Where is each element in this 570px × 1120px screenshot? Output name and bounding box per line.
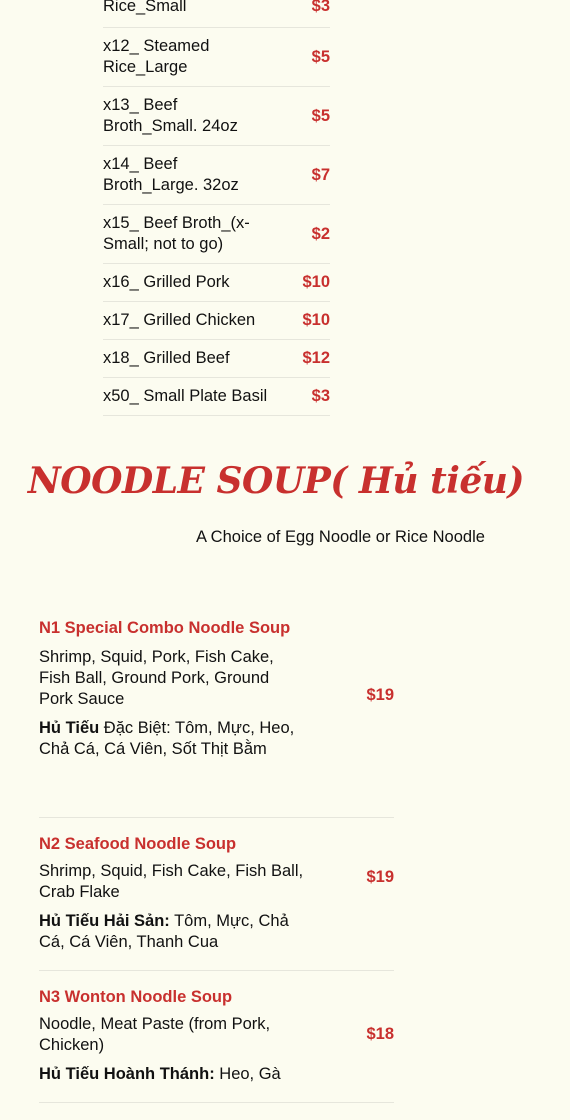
section-subtitle: A Choice of Egg Noodle or Rice Noodle	[196, 528, 485, 546]
item-name: N3 Wonton Noodle Soup	[39, 988, 233, 1006]
extra-price: $5	[311, 47, 330, 66]
item-vietnamese	[39, 911, 304, 953]
extra-name: x50_ Small Plate Basil	[103, 387, 268, 405]
extra-price: $3	[311, 387, 330, 405]
item-text	[39, 618, 304, 760]
menu-items	[39, 616, 394, 1103]
item-vietnamese-label: Hủ Tiếu Hải Sản:	[39, 912, 170, 930]
item-price: $19	[366, 868, 394, 886]
extra-price: $5	[311, 106, 330, 125]
item-vietnamese-desc: Heo, Gà	[214, 1065, 281, 1083]
item-description: Noodle, Meat Paste (from Pork, Chicken)	[39, 1015, 271, 1054]
extra-name: x14_ Beef Broth_Large. 32oz	[103, 155, 239, 194]
extra-price: $10	[302, 273, 330, 291]
item-name: N2 Seafood Noodle Soup	[39, 835, 237, 853]
item-text	[39, 987, 304, 1085]
item-vietnamese-desc: Tôm, Mực, Chả Cá, Cá Viên, Thanh Cua	[39, 912, 289, 951]
extra-row	[103, 340, 330, 378]
extra-row	[103, 28, 330, 87]
extra-price: $2	[311, 224, 330, 243]
extra-name: x18_ Grilled Beef	[103, 349, 230, 367]
item-price: $18	[366, 1025, 394, 1043]
extra-row	[103, 378, 330, 416]
extra-price: $7	[311, 165, 330, 184]
extra-row	[103, 0, 330, 28]
extra-name: x13_ Beef Broth_Small. 24oz	[103, 96, 238, 135]
item-price: $19	[366, 686, 394, 704]
extra-price: $3	[311, 0, 330, 15]
item-vietnamese-label: Hủ Tiếu Hoành Thánh:	[39, 1065, 215, 1083]
item-text	[39, 834, 304, 953]
extra-price: $12	[302, 349, 330, 367]
item-name: N1 Special Combo Noodle Soup	[39, 619, 291, 637]
extra-row	[103, 87, 330, 146]
menu-item-n1	[39, 616, 394, 818]
item-vietnamese-desc: Đặc Biệt: Tôm, Mực, Heo, Chả Cá, Cá Viên, Sốt Thịt Bằm	[39, 719, 295, 758]
menu-item-n2	[39, 818, 394, 971]
extra-price: $10	[302, 311, 330, 329]
item-description: Shrimp, Squid, Pork, Fish Cake, Fish Ball, Ground Pork, Ground Pork Sauce	[39, 648, 274, 708]
item-description: Shrimp, Squid, Fish Cake, Fish Ball, Crab Flake	[39, 862, 304, 901]
extra-name: x15_ Beef Broth_(x-Small; not to go)	[103, 214, 250, 253]
extra-name: x12_ Steamed Rice_Large	[103, 37, 210, 76]
extra-name: x17_ Grilled Chicken	[103, 311, 256, 329]
section-title: NOODLE SOUP( Hủ tiếu)	[27, 460, 524, 502]
extra-row	[103, 205, 330, 264]
extra-name: x16_ Grilled Pork	[103, 273, 230, 291]
extra-row	[103, 302, 330, 340]
extra-name: Rice_Small	[103, 0, 187, 15]
extras-list	[103, 0, 330, 416]
item-vietnamese	[39, 718, 304, 760]
extra-row	[103, 146, 330, 205]
extra-row	[103, 264, 330, 302]
item-vietnamese	[39, 1064, 304, 1085]
menu-item-n3	[39, 971, 394, 1103]
item-vietnamese-label: Hủ Tiếu	[39, 719, 100, 737]
